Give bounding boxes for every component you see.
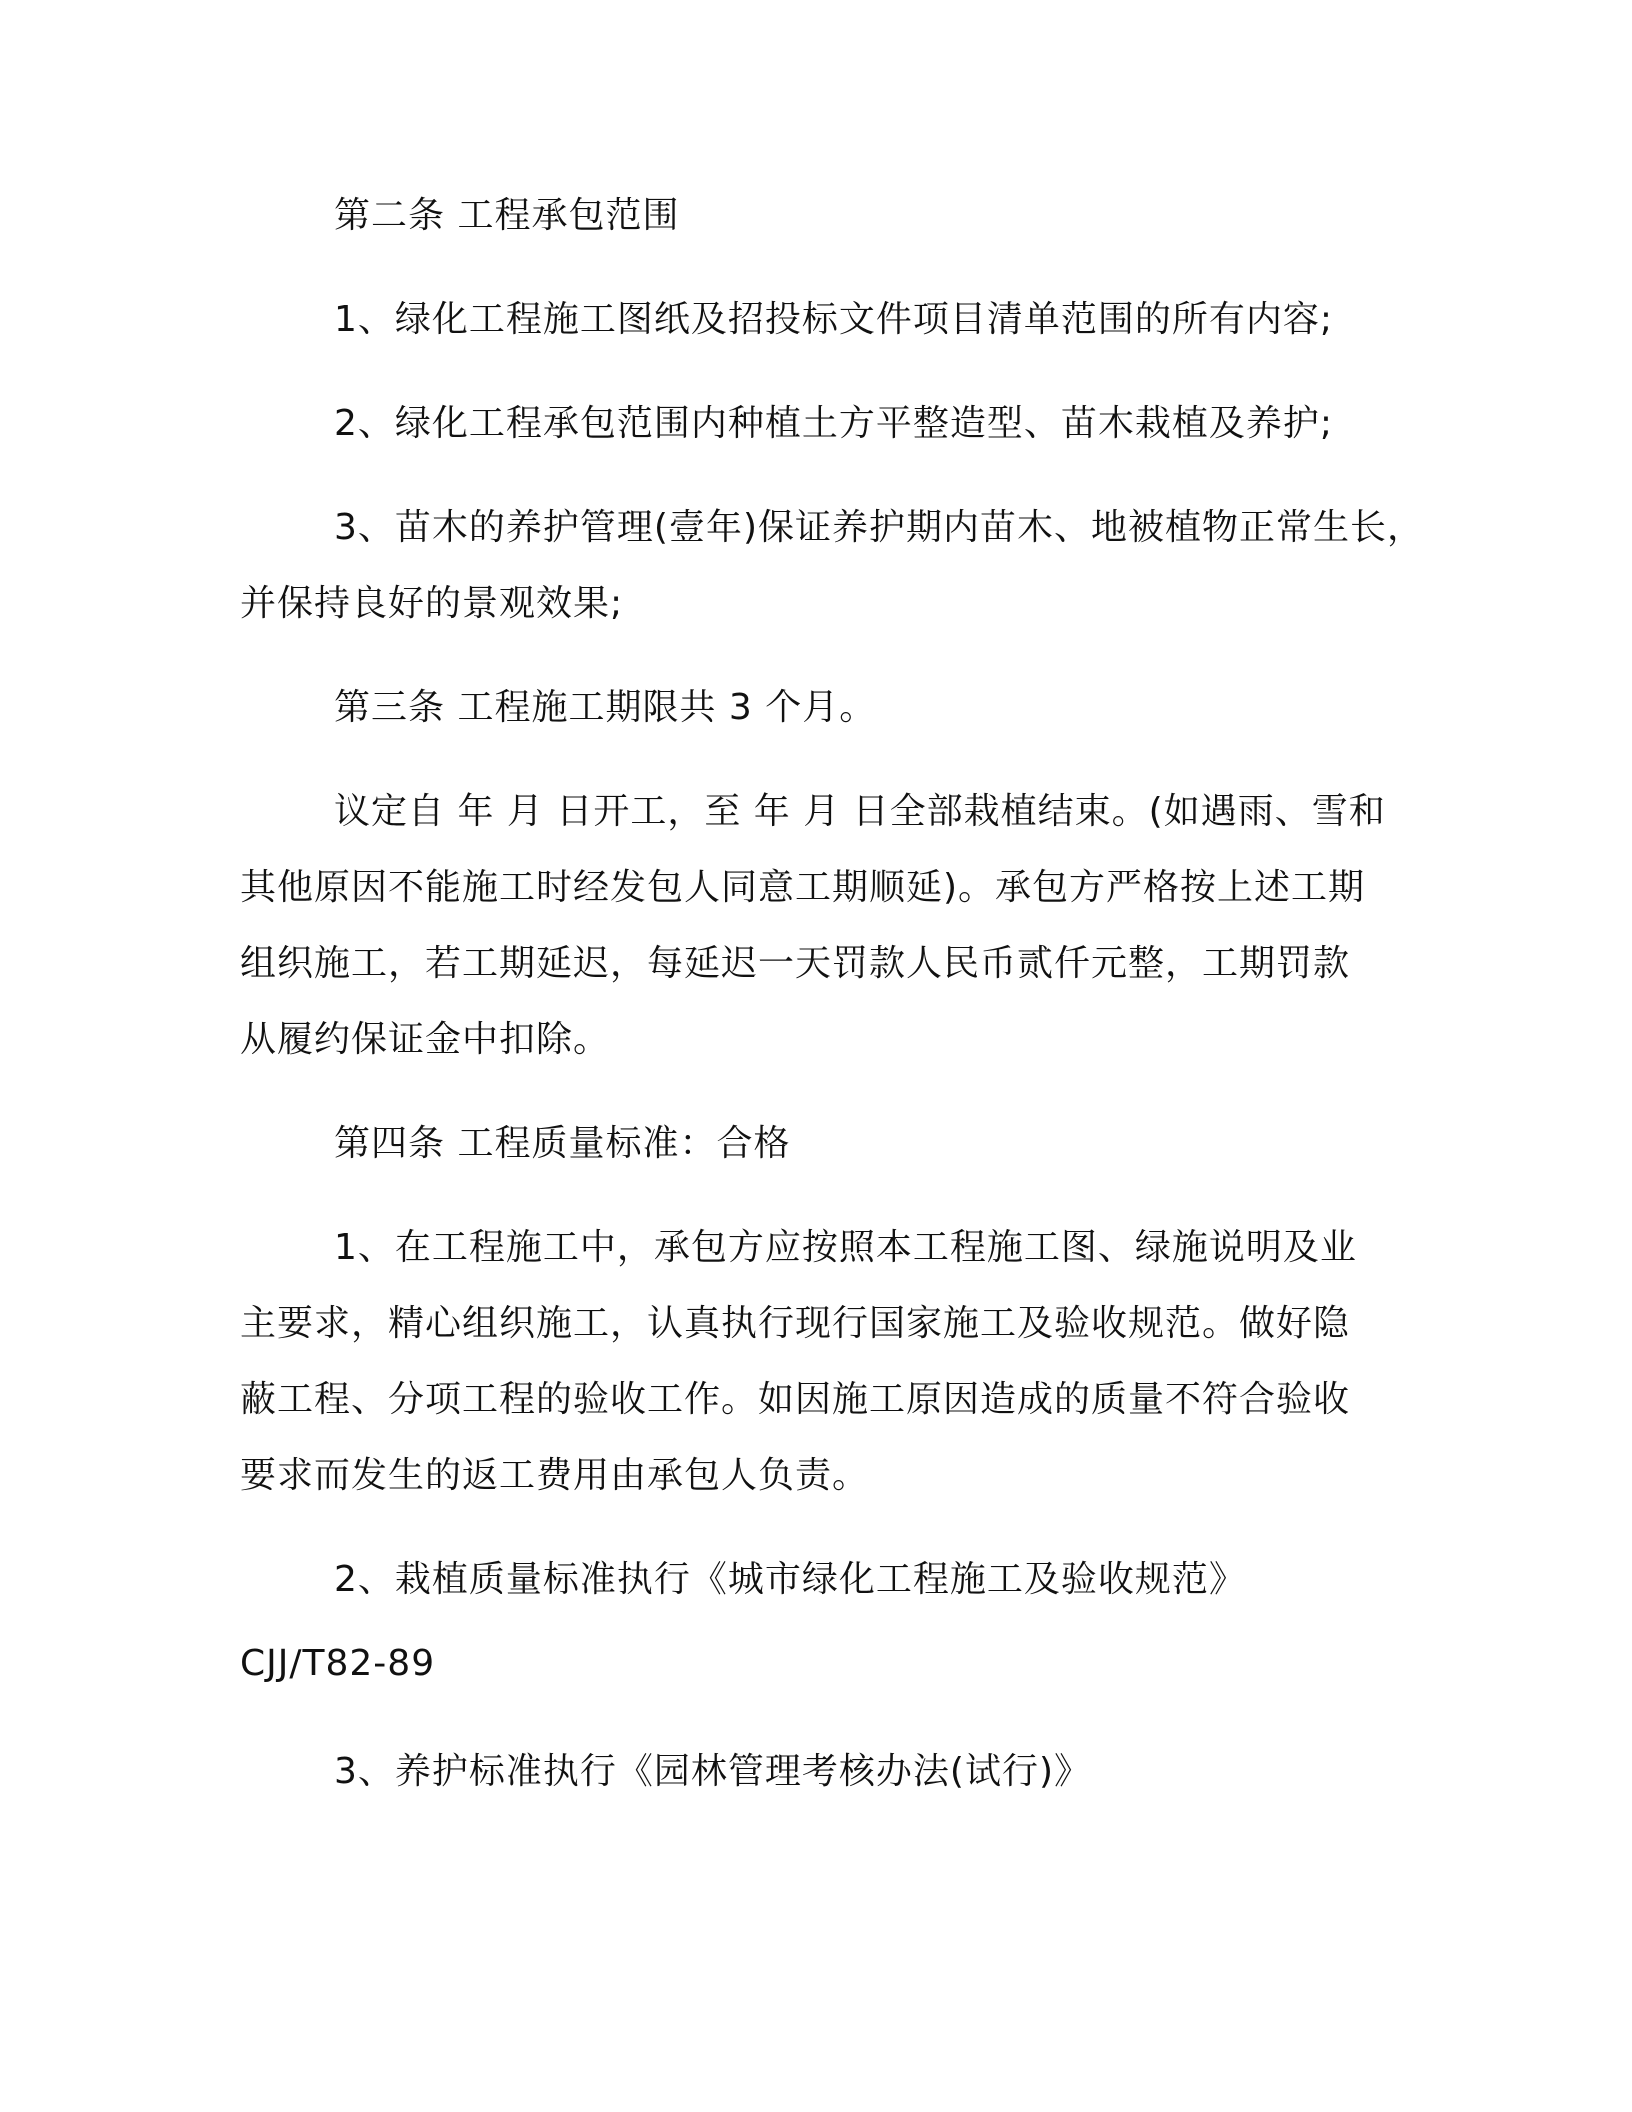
article-4-item-1-line-3: 蔽工程、分项工程的验收工作。如因施工原因造成的质量不符合验收 xyxy=(240,1379,1351,1420)
article-4-item-1-line-2: 主要求，精心组织施工，认真执行现行国家施工及验收规范。做好隐 xyxy=(240,1303,1351,1344)
article-4-item-3: 3、养护标准执行《园林管理考核办法(试行)》 xyxy=(334,1751,1091,1792)
article-3-paragraph-line-3: 组织施工，若工期延迟，每延迟一天罚款人民币贰仟元整，工期罚款 xyxy=(240,943,1351,984)
article-3-paragraph-line-2: 其他原因不能施工时经发包人同意工期顺延)。承包方严格按上述工期 xyxy=(240,867,1366,908)
article-4-item-1-line-1: 1、在工程施工中，承包方应按照本工程施工图、绿施说明及业 xyxy=(334,1227,1357,1268)
article-4-item-2-line-2: CJJ/T82-89 xyxy=(240,1643,436,1684)
article-4-item-2-line-1: 2、栽植质量标准执行《城市绿化工程施工及验收规范》 xyxy=(334,1559,1246,1600)
article-2-heading: 第二条 工程承包范围 xyxy=(334,195,680,236)
article-2-item-3-line-2: 并保持良好的景观效果; xyxy=(240,583,624,624)
article-3-heading: 第三条 工程施工期限共 3 个月。 xyxy=(334,687,877,728)
article-3-paragraph-line-4: 从履约保证金中扣除。 xyxy=(240,1019,611,1060)
article-4-item-1-line-4: 要求而发生的返工费用由承包人负责。 xyxy=(240,1455,870,1496)
article-2-item-2: 2、绿化工程承包范围内种植土方平整造型、苗木栽植及养护; xyxy=(334,403,1334,444)
article-4-heading: 第四条 工程质量标准：合格 xyxy=(334,1123,791,1164)
article-3-paragraph-line-1: 议定自 年 月 日开工，至 年 月 日全部栽植结束。(如遇雨、雪和 xyxy=(334,791,1386,832)
article-2-item-1: 1、绿化工程施工图纸及招投标文件项目清单范围的所有内容; xyxy=(334,299,1334,340)
article-2-item-3-line-1: 3、苗木的养护管理(壹年)保证养护期内苗木、地被植物正常生长， xyxy=(334,507,1424,548)
